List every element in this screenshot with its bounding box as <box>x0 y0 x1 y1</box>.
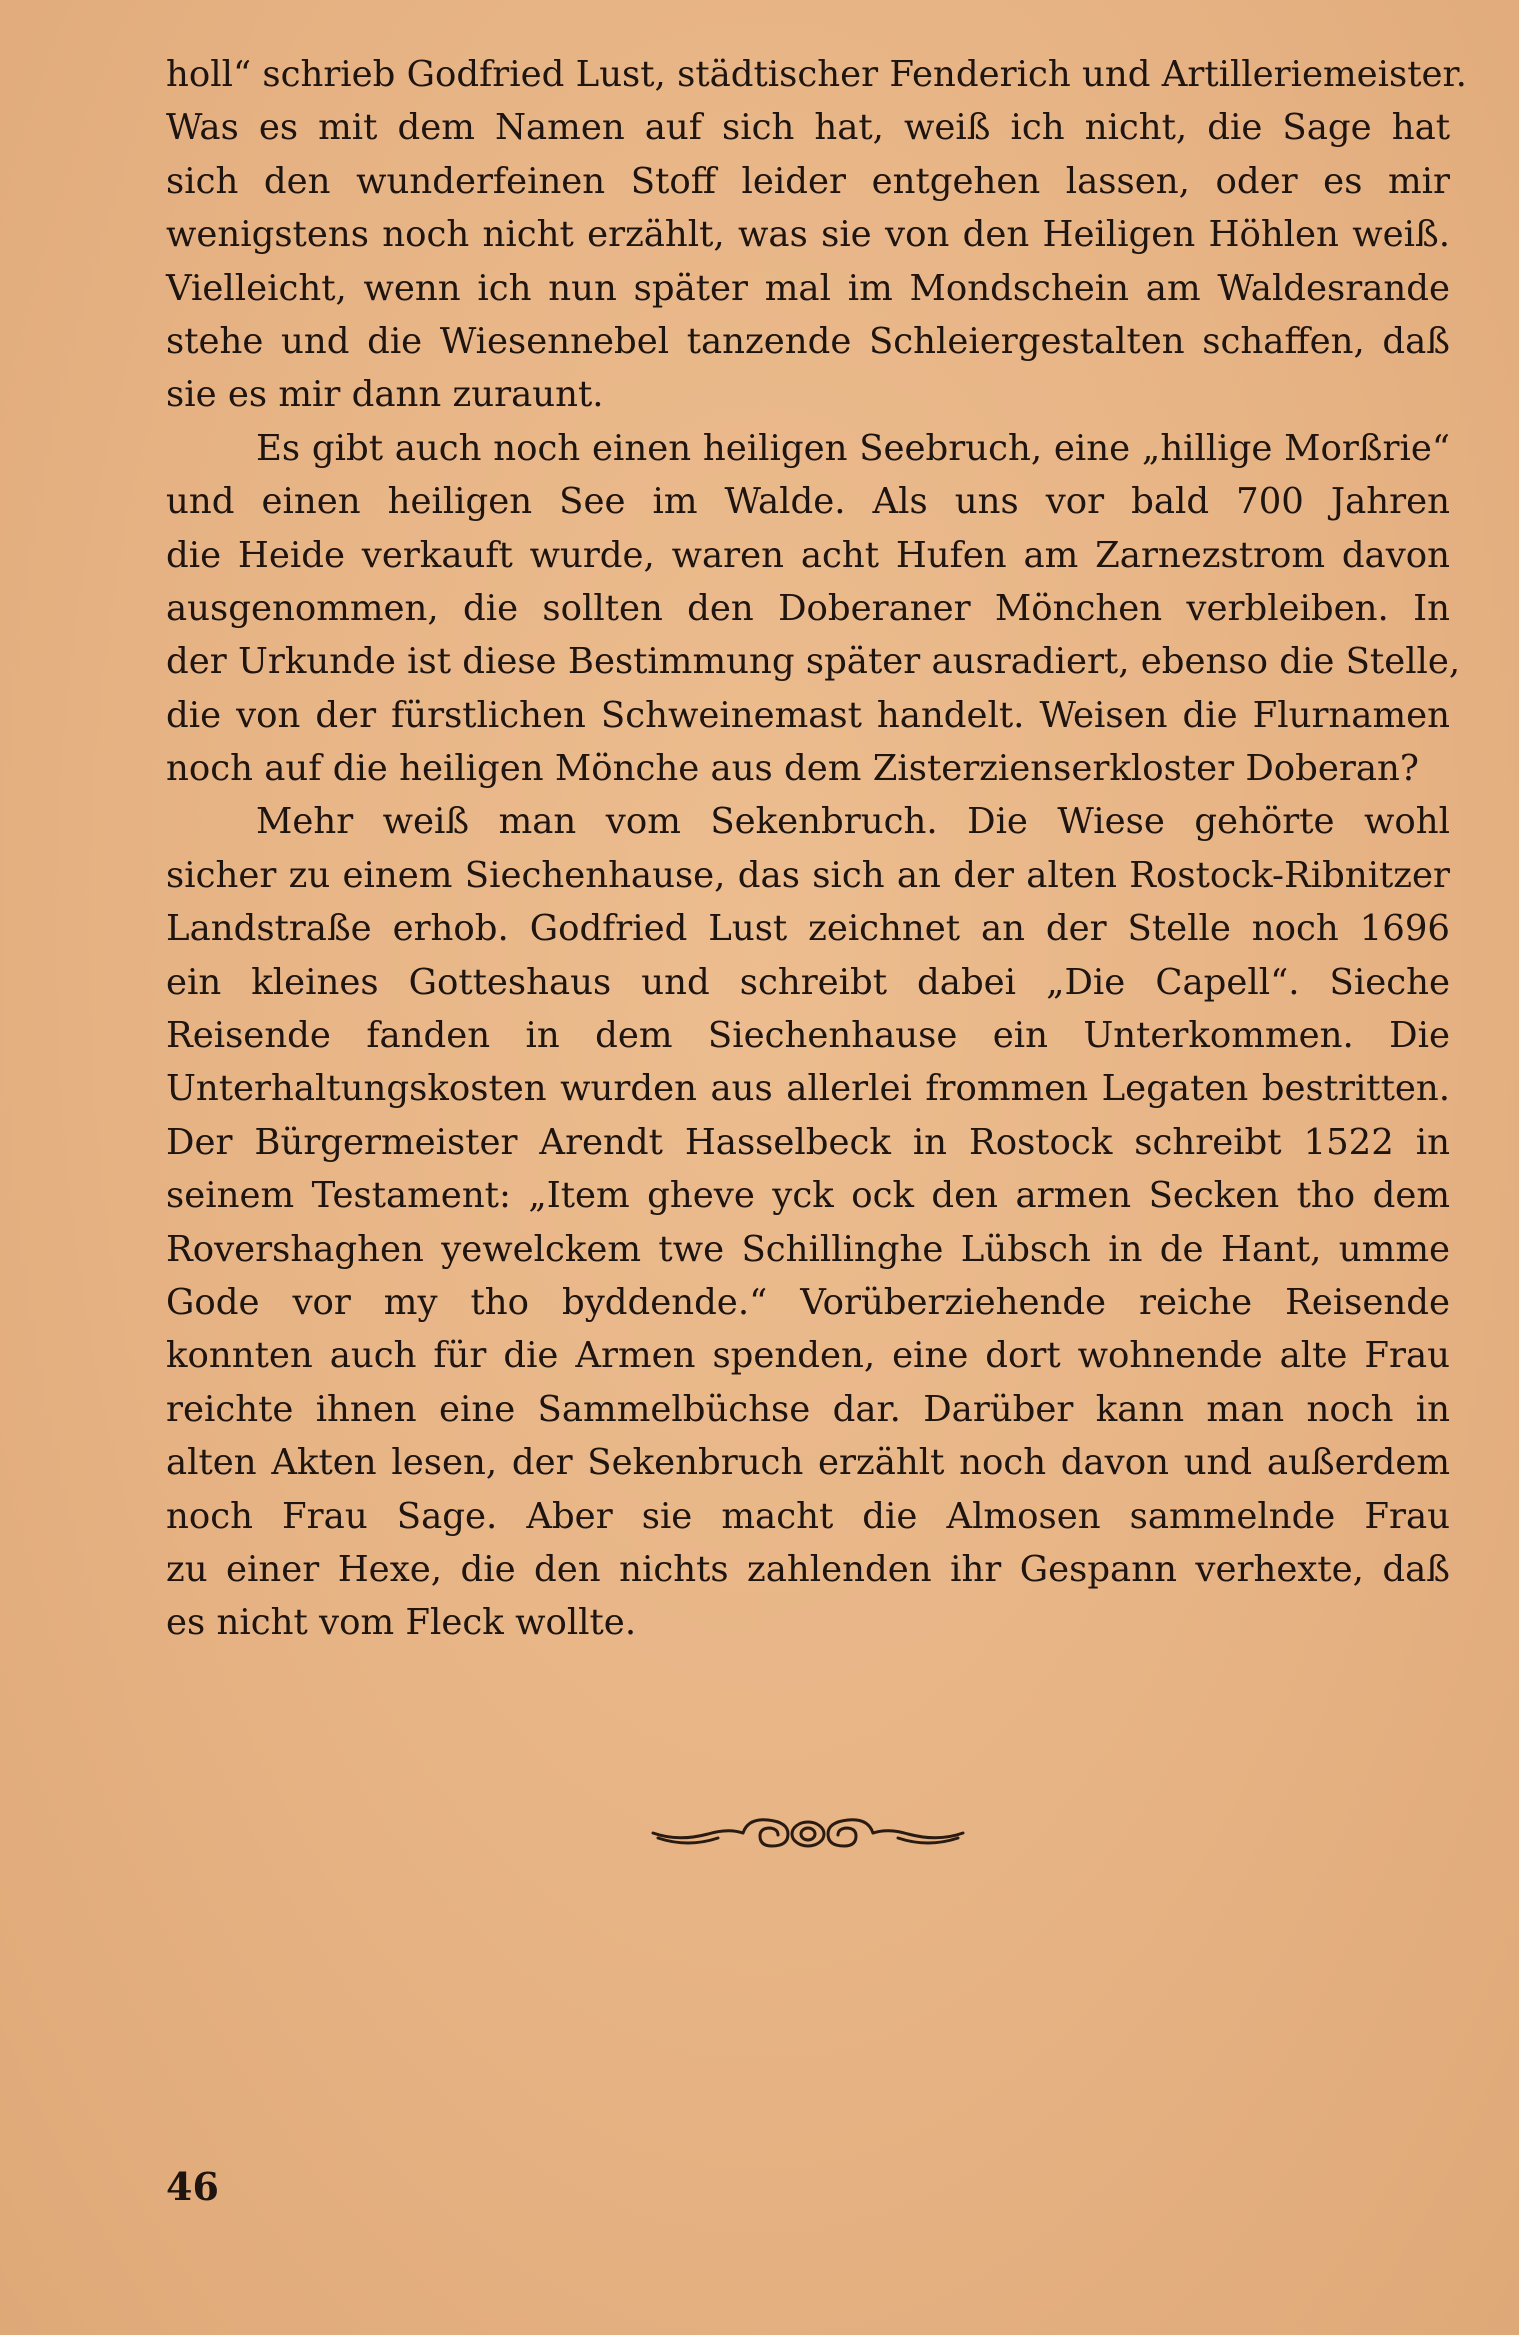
text-line: ein kleines Gotteshaus und schreibt dabei „Die Capell“. Sieche <box>166 961 1450 1003</box>
text-line: Unterhaltungskosten wurden aus allerlei frommen Legaten bestritten. <box>166 1068 1450 1110</box>
text-line: die von der fürstlichen Schweinemast handelt. Weisen die Flurnamen <box>166 694 1450 736</box>
text-line: sie es mir dann zuraunt. <box>166 374 604 416</box>
text-line: die Heide verkauft wurde, waren acht Hufen am Zarnezstrom davon <box>166 534 1450 576</box>
text-line: Der Bürgermeister Arendt Hasselbeck in Rostock schreibt 1522 in <box>166 1121 1450 1163</box>
text-line: holl“ schrieb Godfried Lust, städtischer Fenderich und Artilleriemeister. <box>166 54 1467 95</box>
text-line: stehe und die Wiesennebel tanzende Schleiergestalten schaffen, daß <box>166 320 1450 362</box>
text-line: Mehr weiß man vom Sekenbruch. Die Wiese gehörte wohl <box>256 801 1450 843</box>
text-line: alten Akten lesen, der Sekenbruch erzählt noch davon und außerdem <box>166 1442 1450 1484</box>
text-line: reichte ihnen eine Sammelbüchse dar. Darüber kann man noch in <box>166 1388 1450 1430</box>
text-line: der Urkunde ist diese Bestimmung später ausradiert, ebenso die Stelle, <box>166 641 1461 683</box>
text-line: sicher zu einem Siechenhause, das sich an der alten Rostock-Ribnitzer <box>166 854 1450 896</box>
text-line: Gode vor my tho byddende.“ Vorüberziehende reiche Reisende <box>166 1281 1450 1323</box>
text-line: und einen heiligen See im Walde. Als uns vor bald 700 Jahren <box>166 481 1450 523</box>
text-line: zu einer Hexe, die den nichts zahlenden ihr Gespann verhexte, daß <box>166 1548 1450 1590</box>
text-line: wenigstens noch nicht erzählt, was sie von den Heiligen Höhlen weiß. <box>166 214 1450 256</box>
text-line: sich den wunderfeinen Stoff leider entgehen lassen, oder es mir <box>166 160 1450 202</box>
text-line: ausgenommen, die sollten den Doberaner Mönchen verbleiben. In <box>166 587 1450 629</box>
text-line: noch Frau Sage. Aber sie macht die Almosen sammelnde Frau <box>166 1495 1450 1537</box>
scroll-ornament-icon <box>648 1808 968 1858</box>
text-line: Es gibt auch noch einen heiligen Seebruch, eine „hillige Morßrie“ <box>256 427 1450 469</box>
text-line: noch auf die heiligen Mönche aus dem Zisterzienserkloster Doberan? <box>166 748 1419 790</box>
page-number: 46 <box>166 2164 219 2209</box>
text-line: Vielleicht, wenn ich nun später mal im Mondschein am Waldesrande <box>166 267 1450 309</box>
text-line: konnten auch für die Armen spenden, eine dort wohnende alte Frau <box>166 1335 1450 1377</box>
text-line: seinem Testament: „Item gheve yck ock den armen Secken tho dem <box>166 1175 1450 1217</box>
text-line: Reisende fanden in dem Siechenhause ein Unterkommen. Die <box>166 1015 1450 1057</box>
body-text <box>166 48 1467 1650</box>
text-line: Rovershaghen yewelckem twe Schillinghe Lübsch in de Hant, umme <box>166 1228 1450 1270</box>
text-line: es nicht vom Fleck wollte. <box>166 1602 637 1644</box>
text-line: Landstraße erhob. Godfried Lust zeichnet an der Stelle noch 1696 <box>166 908 1450 950</box>
text-line: Was es mit dem Namen auf sich hat, weiß ich nicht, die Sage hat <box>166 107 1450 149</box>
